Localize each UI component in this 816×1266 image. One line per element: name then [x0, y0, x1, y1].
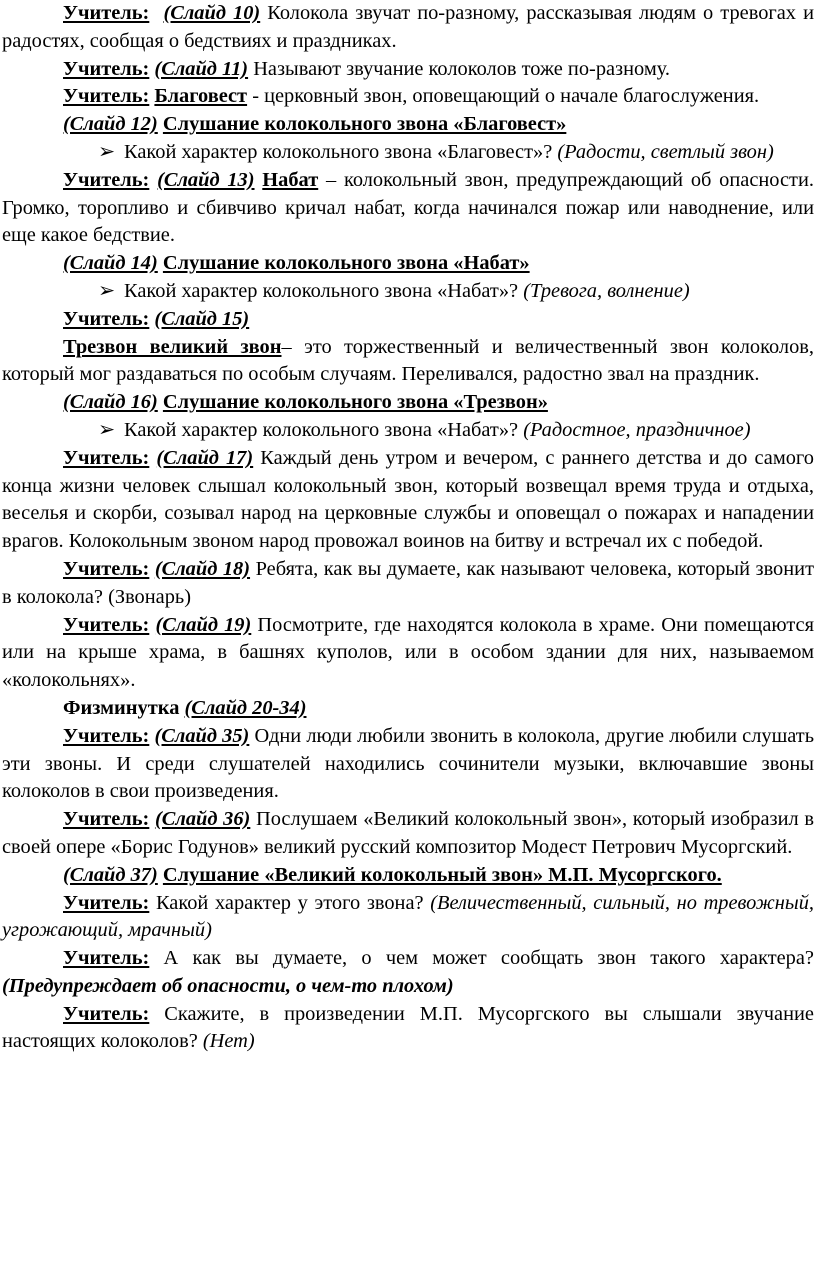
- paragraph-text: Послушаем «Великий колокольный звон», который изобразил в своей опере «Борис Годунов» великий русский композитор Модест Петрович Мусоргский.: [2, 808, 814, 858]
- listening-heading: Слушание «Великий колокольный звон» М.П. Мусоргского.: [162, 863, 722, 886]
- slide-ref: (Слайд 20-34): [184, 696, 307, 719]
- teacher-label: Учитель:: [63, 808, 150, 831]
- term: Трезвон великий звон: [63, 335, 282, 358]
- slide-ref: (Слайд 17): [156, 446, 254, 469]
- teacher-label: Учитель:: [63, 85, 150, 108]
- question-bullet-1: [2, 139, 814, 167]
- paragraph-text: Ребята, как вы думаете, как называют человека, который звонит в колокола? (Звонарь): [2, 557, 814, 608]
- paragraph-text: А как вы думаете, о чем может сообщать звон такого характера?: [163, 947, 814, 970]
- answer-text: (Предупреждает об опасности, о чем-то плохом): [2, 974, 454, 997]
- teacher-label: Учитель:: [63, 613, 150, 636]
- paragraph-text: – это торжественный и величественный звон колоколов, который мог раздаваться по особым случаям. Переливался, радостно звал на праздник.: [2, 335, 814, 386]
- teacher-label: Учитель:: [63, 307, 150, 330]
- slide-ref: (Слайд 13): [157, 168, 255, 191]
- arrow-bullet-icon: ➢: [98, 140, 116, 163]
- paragraph-text: Какой характер у этого звона?: [155, 891, 424, 914]
- teacher-label: Учитель:: [63, 891, 150, 914]
- paragraph-slide-10: [2, 0, 814, 56]
- paragraph-slide-18: [2, 556, 814, 612]
- teacher-label: Учитель:: [63, 1002, 150, 1025]
- paragraph-text: Одни люди любили звонить в колокола, другие любили слушать эти звоны. И среди слушателей находились сочинители музыки, включавшие звоны колоколов в свои произведения.: [2, 724, 815, 803]
- slide-ref: (Слайд 36): [154, 808, 251, 831]
- term: Набат: [262, 168, 319, 191]
- paragraph-text: Скажите, в произведении М.П. Мусоргского вы слышали звучание настоящих колоколов?: [2, 1002, 814, 1053]
- fizminutka-label: Физминутка: [63, 696, 180, 719]
- teacher-label: Учитель:: [63, 2, 150, 24]
- slide-ref: (Слайд 15): [154, 307, 250, 330]
- slide-ref: (Слайд 37): [63, 863, 158, 886]
- teacher-label: Учитель:: [63, 446, 150, 469]
- arrow-bullet-icon: ➢: [98, 279, 116, 302]
- slide-ref: (Слайд 11): [154, 57, 249, 80]
- paragraph-trezvon-definition: [2, 334, 814, 390]
- listening-heading: Слушание колокольного звона «Набат»: [162, 252, 530, 275]
- paragraph-slide-11: [2, 56, 814, 84]
- question-text: Какой характер колокольного звона «Благовест»?: [124, 140, 553, 163]
- slide-ref: (Слайд 10): [163, 2, 261, 24]
- slide-ref: (Слайд 12): [63, 113, 158, 136]
- heading-slide-14: [2, 250, 814, 278]
- paragraph-text: Каждый день утром и вечером, с раннего детства и до самого конца жизни человек слышал колокольный звон, который возвещал время труда и отдыха, веселья и скорби, созывал народ на церковные службы и оповещал о пожарах и нападении врагов. Колокольным звоном народ провожал воинов на битву и встречал их с победой.: [2, 446, 814, 553]
- heading-slide-12: [2, 111, 814, 139]
- paragraph-text: - церковный звон, оповещающий о начале благослужения.: [252, 85, 760, 108]
- paragraph-slide-36: [2, 806, 814, 862]
- paragraph-text: Посмотрите, где находятся колокола в храме. Они помещаются или на крыше храма, в башнях куполов, или в особом здании для них, называемом «колокольнях».: [2, 613, 814, 692]
- question-text: Какой характер колокольного звона «Набат»?: [124, 279, 519, 302]
- slide-ref: (Слайд 16): [63, 391, 158, 414]
- paragraph-question-6: [2, 1001, 814, 1057]
- paragraph-text: – колокольный звон, предупреждающий об опасности. Громко, торопливо и сбивчиво кричал набат, когда начинался пожар или наводнение, или еще какое бедствие.: [2, 168, 814, 247]
- teacher-label: Учитель:: [63, 724, 150, 747]
- heading-slide-37: [2, 862, 814, 890]
- arrow-bullet-icon: ➢: [98, 418, 116, 441]
- teacher-label: Учитель:: [63, 947, 150, 970]
- teacher-label: Учитель:: [63, 168, 150, 191]
- paragraph-text: Называют звучание колоколов тоже по-разному.: [253, 57, 670, 80]
- answer-text: (Радости, светлый звон): [557, 140, 774, 163]
- paragraph-question-5: [2, 945, 814, 1001]
- answer-text: (Радостное, праздничное): [523, 418, 751, 441]
- teacher-label: Учитель:: [63, 57, 150, 80]
- listening-heading: Слушание колокольного звона «Благовест»: [162, 113, 567, 136]
- paragraph-slide-17: [2, 445, 814, 556]
- slide-ref: (Слайд 19): [155, 613, 252, 636]
- teacher-label: Учитель:: [63, 557, 150, 580]
- paragraph-blagovest-definition: [2, 83, 814, 111]
- slide-ref: (Слайд 14): [63, 252, 158, 275]
- paragraph-slide-35: [2, 723, 814, 806]
- paragraph-slide-13: [2, 167, 814, 250]
- paragraph-text: Колокола звучат по-разному, рассказывая людям о тревогах и радостях, сообщая о бедствиях и праздниках.: [2, 2, 814, 52]
- question-bullet-3: [2, 417, 814, 445]
- answer-text: (Нет): [202, 1030, 255, 1053]
- slide-ref: (Слайд 35): [154, 724, 250, 747]
- question-bullet-2: [2, 278, 814, 306]
- slide-ref: (Слайд 18): [154, 557, 251, 580]
- answer-text: (Тревога, волнение): [523, 279, 690, 302]
- paragraph-question-4: [2, 890, 814, 946]
- paragraph-fizminutka: [2, 695, 814, 723]
- heading-slide-16: [2, 389, 814, 417]
- question-text: Какой характер колокольного звона «Набат»?: [124, 418, 519, 441]
- answer-text: (Величественный, сильный, но тревожный, угрожающий, мрачный): [2, 891, 814, 942]
- listening-heading: Слушание колокольного звона «Трезвон»: [162, 391, 548, 414]
- paragraph-slide-15: [2, 306, 814, 334]
- term: Благовест: [154, 85, 248, 108]
- paragraph-slide-19: [2, 612, 814, 695]
